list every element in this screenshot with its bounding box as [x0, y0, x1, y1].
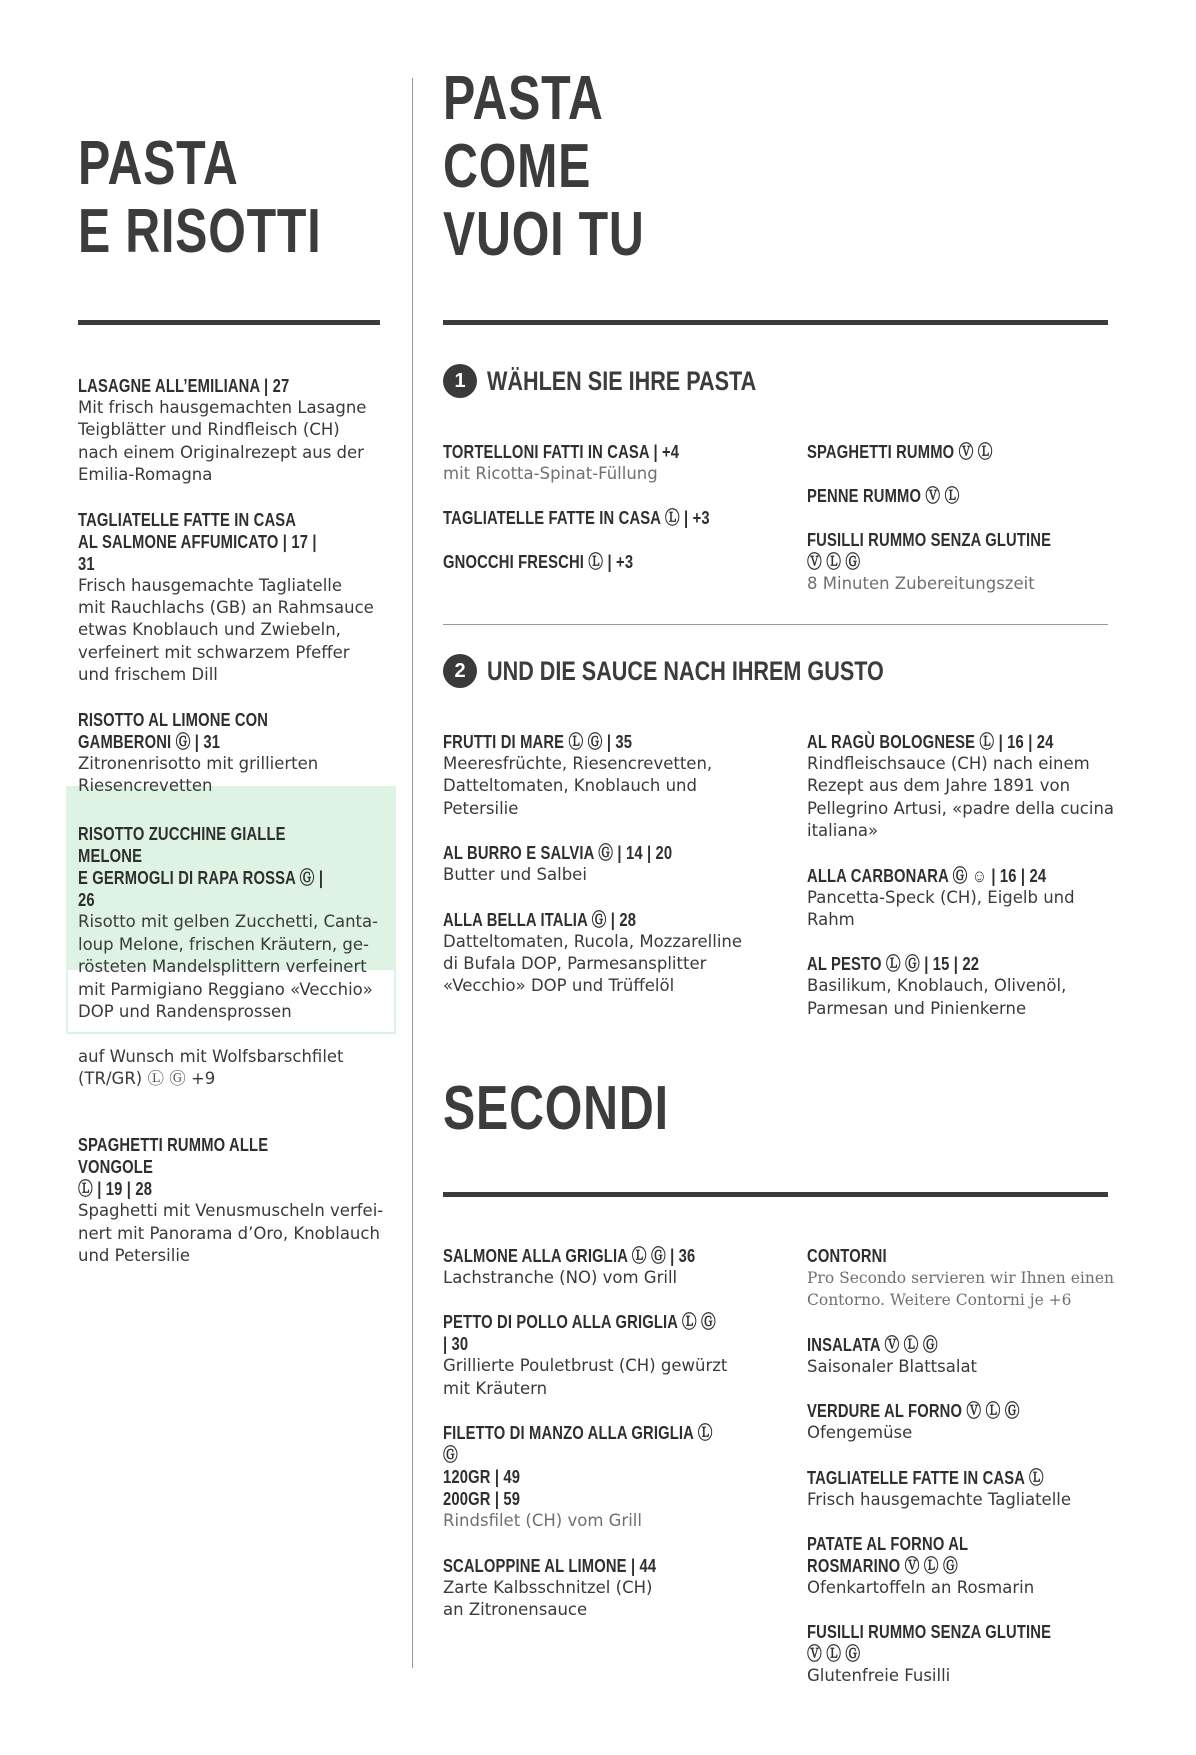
- right-title-line-1: PASTA: [443, 64, 604, 133]
- sauce-desc-line: Pellegrino Artusi, «padre della cucina: [807, 798, 1115, 818]
- sauce-name: FRUTTI DI MARE Ⓛ Ⓖ | 35: [443, 732, 633, 752]
- step-divider: [443, 624, 1108, 625]
- secondo-name: SALMONE ALLA GRIGLIA Ⓛ Ⓖ | 36: [443, 1246, 696, 1266]
- sauce-choice: [807, 865, 1117, 932]
- secondo-item: [443, 1422, 783, 1532]
- dish-name: GAMBERONI Ⓖ | 31: [78, 731, 221, 752]
- dish-name: SPAGHETTI RUMMO ALLE VONGOLE: [78, 1135, 269, 1178]
- secondo-desc-line: mit Kräutern: [443, 1378, 548, 1398]
- pasta-name: PENNE RUMMO Ⓥ Ⓛ: [807, 486, 960, 506]
- dish-extra-line: (TR/GR) Ⓛ Ⓖ +9: [78, 1068, 216, 1088]
- secondo-name: FILETTO DI MANZO ALLA GRIGLIA Ⓛ Ⓖ: [443, 1423, 713, 1466]
- dish-tagliatelle-salmone: [78, 509, 388, 687]
- sauce-desc-line: Butter und Salbei: [443, 865, 587, 885]
- dish-desc-line: nert mit Panorama d’Oro, Knoblauch: [78, 1223, 380, 1243]
- sauce-desc-line: Parmesan und Pinienkerne: [807, 998, 1027, 1018]
- dish-desc-line: etwas Knoblauch und Zwiebeln,: [78, 620, 341, 640]
- contorno-name: PATATE AL FORNO AL ROSMARINO Ⓥ Ⓛ Ⓖ: [807, 1534, 968, 1577]
- right-title-line-2: COME: [443, 132, 592, 201]
- sauce-choices-left: [443, 731, 783, 1020]
- dish-risotto-limone: [78, 709, 388, 798]
- dish-desc-line: nach einem Originalrezept aus der: [78, 442, 364, 462]
- contorno-desc: Glutenfreie Fusilli: [807, 1666, 951, 1686]
- pasta-name: TORTELLONI FATTI IN CASA | +4: [443, 442, 680, 462]
- dish-desc-line: Mit frisch hausgemachten Lasagne: [78, 398, 367, 417]
- dish-desc-line: und frischem Dill: [78, 665, 218, 685]
- left-title-line-1: PASTA: [78, 129, 239, 198]
- pasta-choice: [807, 485, 1107, 507]
- column-divider: [412, 78, 413, 1668]
- sauce-desc-line: di Bufala DOP, Parmesansplitter: [443, 954, 707, 974]
- pasta-choice: [443, 507, 783, 529]
- secondo-desc-line: Lachstranche (NO) vom Grill: [443, 1268, 678, 1287]
- left-title-line-2: E RISOTTI: [78, 197, 322, 266]
- contorno-name: FUSILLI RUMMO SENZA GLUTINE Ⓥ Ⓛ Ⓖ: [807, 1622, 1052, 1665]
- sauce-name: AL BURRO E SALVIA Ⓖ | 14 | 20: [443, 843, 673, 864]
- pasta-name: FUSILLI RUMMO SENZA GLUTINE Ⓥ Ⓛ Ⓖ: [807, 530, 1052, 572]
- left-title: [78, 130, 390, 266]
- step-2-number: 2: [443, 654, 477, 688]
- secondi-rule: [443, 1192, 1108, 1197]
- sauce-desc-line: Datteltomaten, Rucola, Mozzarelline: [443, 931, 743, 951]
- left-menu: [78, 375, 388, 1290]
- secondo-desc-line: Zarte Kalbsschnitzel (CH): [443, 1577, 653, 1597]
- dish-risotto-zucchine: [78, 823, 388, 1090]
- pasta-desc: 8 Minuten Zubereitungszeit: [807, 574, 1035, 593]
- right-title-line-3: VUOI TU: [443, 200, 645, 269]
- dish-desc-line: verfeinert mit schwarzem Pfeffer: [78, 642, 350, 662]
- dish-name: TAGLIATELLE FATTE IN CASA: [78, 509, 297, 530]
- dish-name: E GERMOGLI DI RAPA ROSSA Ⓖ | 26: [78, 868, 324, 911]
- contorni-title: CONTORNI: [807, 1246, 887, 1266]
- sauce-desc-line: Datteltomaten, Knoblauch und: [443, 776, 697, 796]
- contorno-item: [807, 1533, 1117, 1599]
- contorno-item: [807, 1400, 1117, 1444]
- sauce-desc-line: Rahm: [807, 910, 855, 930]
- secondo-size: 200GR | 59: [443, 1489, 521, 1510]
- dish-desc-line: Riesencrevetten: [78, 776, 213, 796]
- dish-name: Ⓛ | 19 | 28: [78, 1179, 153, 1200]
- sauce-choice: [443, 842, 783, 886]
- secondi-title: [443, 1075, 732, 1143]
- contorni-header: [807, 1245, 1117, 1312]
- sauce-desc-line: Basilikum, Knoblauch, Olivenöl,: [807, 976, 1067, 996]
- contorno-desc: Saisonaler Blattsalat: [807, 1356, 978, 1376]
- secondo-desc-line: Grillierte Pouletbrust (CH) gewürzt: [443, 1356, 728, 1376]
- sauce-choice: [807, 953, 1117, 1020]
- sauce-desc-line: italiana»: [807, 821, 879, 841]
- sauce-choice: [807, 731, 1117, 843]
- right-title-rule: [443, 320, 1108, 325]
- sauce-desc-line: «Vecchio» DOP und Trüffelöl: [443, 976, 675, 996]
- sauce-desc-line: Rezept aus dem Jahre 1891 von: [807, 776, 1071, 796]
- contorno-item: [807, 1621, 1117, 1687]
- secondi-title-text: SECONDI: [443, 1074, 669, 1143]
- contorno-desc: Ofengemüse: [807, 1423, 913, 1443]
- sauce-choice: [443, 731, 783, 820]
- pasta-name: SPAGHETTI RUMMO Ⓥ Ⓛ: [807, 442, 993, 462]
- dish-desc-line: loup Melone, frischen Kräutern, ge-: [78, 934, 369, 954]
- pasta-name: TAGLIATELLE FATTE IN CASA Ⓛ | +3: [443, 508, 710, 529]
- sauce-desc-line: Pancetta-Speck (CH), Eigelb und: [807, 887, 1075, 907]
- pasta-choice: [807, 529, 1107, 595]
- step-1-number: 1: [443, 364, 477, 398]
- secondo-desc-line: Rindsfilet (CH) vom Grill: [443, 1511, 642, 1531]
- secondo-size: 120GR | 49: [443, 1467, 521, 1488]
- pasta-desc: mit Ricotta-Spinat-Füllung: [443, 464, 658, 483]
- step-2-heading: [443, 654, 983, 688]
- right-title: [443, 65, 701, 269]
- dish-lasagne: [78, 375, 388, 487]
- contorni-intro-line: Contorno. Weitere Contorni je +6: [807, 1291, 1072, 1310]
- dish-desc-line: mit Parmigiano Reggiano «Vecchio»: [78, 979, 373, 999]
- contorno-name: VERDURE AL FORNO Ⓥ Ⓛ Ⓖ: [807, 1401, 1020, 1422]
- contorno-desc: Ofenkartoffeln an Rosmarin: [807, 1578, 1035, 1598]
- step-1-label: WÄHLEN SIE IHRE PASTA: [487, 365, 757, 396]
- dish-desc-line: Teigblätter und Rindfleisch (CH): [78, 420, 340, 440]
- dish-desc-line: rösteten Mandelsplittern verfeinert: [78, 957, 367, 977]
- dish-desc-line: Frisch hausgemachte Tagliatelle: [78, 575, 343, 595]
- sauce-desc-line: Petersilie: [443, 798, 519, 818]
- dish-name: LASAGNE ALL’EMILIANA | 27: [78, 376, 290, 396]
- secondo-item: [443, 1311, 783, 1400]
- sauce-choices-right: [807, 731, 1117, 1042]
- pasta-choices-right: [807, 441, 1107, 617]
- dish-desc-line: Spaghetti mit Venusmuscheln verfei-: [78, 1201, 384, 1221]
- dish-extra-line: auf Wunsch mit Wolfsbarschfilet: [78, 1046, 344, 1066]
- sauce-name: AL RAGÙ BOLOGNESE Ⓛ | 16 | 24: [807, 732, 1054, 752]
- secondo-name: PETTO DI POLLO ALLA GRIGLIA Ⓛ Ⓖ | 30: [443, 1312, 716, 1355]
- secondo-item: [443, 1245, 783, 1289]
- dish-desc-line: Risotto mit gelben Zucchetti, Canta-: [78, 912, 379, 932]
- sauce-choice: [443, 909, 783, 998]
- secondo-desc-line: an Zitronensauce: [443, 1600, 588, 1620]
- contorno-desc: Frisch hausgemachte Tagliatelle: [807, 1489, 1072, 1509]
- step-1-heading: [443, 364, 824, 398]
- pasta-choice: [443, 441, 783, 485]
- pasta-choice: [443, 551, 783, 573]
- sauce-name: ALLA CARBONARA Ⓖ ☺ | 16 | 24: [807, 865, 1047, 886]
- contorni-intro-line: Pro Secondo servieren wir Ihnen einen: [807, 1269, 1114, 1287]
- secondo-name: SCALOPPINE AL LIMONE | 44: [443, 1555, 657, 1576]
- dish-name: RISOTTO AL LIMONE CON: [78, 709, 269, 730]
- pasta-name: GNOCCHI FRESCHI Ⓛ | +3: [443, 552, 634, 573]
- dish-desc-line: und Petersilie: [78, 1246, 191, 1266]
- sauce-desc-line: Meeresfrüchte, Riesencrevetten,: [443, 754, 713, 773]
- contorno-name: TAGLIATELLE FATTE IN CASA Ⓛ: [807, 1467, 1044, 1488]
- contorni: [807, 1245, 1117, 1710]
- pasta-choice: [807, 441, 1107, 463]
- dish-name: RISOTTO ZUCCHINE GIALLE MELONE: [78, 824, 286, 867]
- dish-desc-line: DOP und Randensprossen: [78, 1002, 292, 1022]
- dish-spaghetti-vongole: [78, 1134, 388, 1267]
- sauce-desc-line: Rindfleischsauce (CH) nach einem: [807, 754, 1090, 773]
- contorno-item: [807, 1467, 1117, 1511]
- contorno-item: [807, 1334, 1117, 1378]
- sauce-name: ALLA BELLA ITALIA Ⓖ | 28: [443, 909, 637, 930]
- secondo-item: [443, 1555, 783, 1622]
- dish-desc-line: Emilia-Romagna: [78, 465, 213, 485]
- contorno-name: INSALATA Ⓥ Ⓛ Ⓖ: [807, 1334, 938, 1355]
- dish-desc-line: mit Rauchlachs (GB) an Rahmsauce: [78, 598, 374, 618]
- dish-name: AL SALMONE AFFUMICATO | 17 | 31: [78, 531, 317, 574]
- secondi-left: [443, 1245, 783, 1643]
- pasta-choices-left: [443, 441, 783, 595]
- sauce-name: AL PESTO Ⓛ Ⓖ | 15 | 22: [807, 954, 980, 975]
- step-2-label: UND DIE SAUCE NACH IHREM GUSTO: [487, 655, 884, 686]
- dish-desc-line: Zitronenrisotto mit grillierten: [78, 753, 319, 773]
- left-title-rule: [78, 320, 380, 325]
